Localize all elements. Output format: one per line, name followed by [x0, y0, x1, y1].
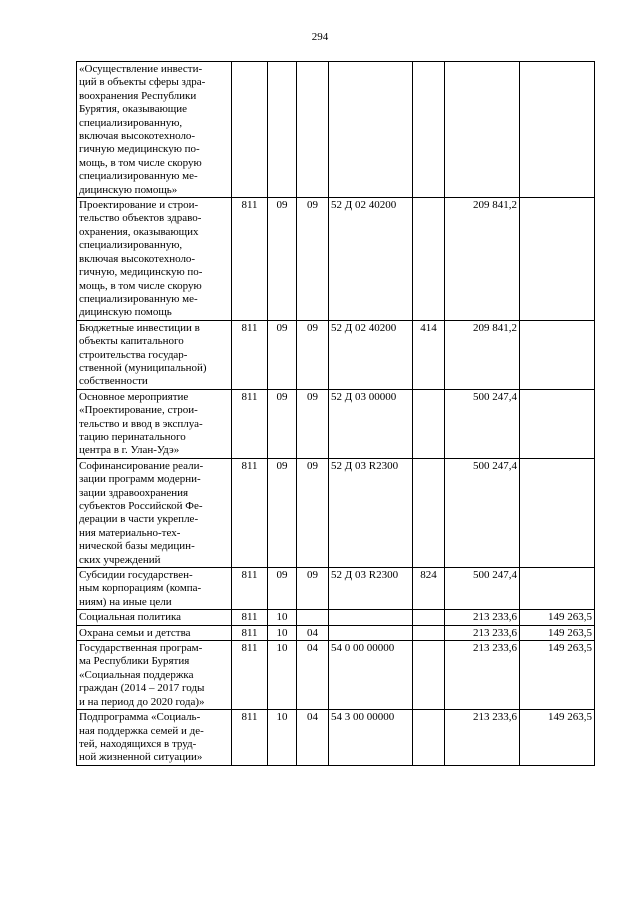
table-row [77, 610, 595, 625]
table-row [77, 389, 595, 458]
item-name-line: Софинансирование реали- [79, 459, 204, 472]
item-name-line: зации здравоохранения [79, 486, 189, 499]
section-code-cell: 10 [268, 610, 297, 625]
item-name-line: включая высокотехноло- [79, 130, 196, 143]
item-name-line: Социальная политика [79, 611, 182, 624]
budget-table [76, 61, 595, 766]
item-name-line: строительства государ- [79, 348, 188, 361]
item-name-line: тельство объектов здраво- [79, 212, 202, 225]
table-row [77, 641, 595, 710]
section-code-cell: 10 [268, 710, 297, 766]
amount-cell-2 [520, 568, 595, 610]
amount-cell-1: 500 247,4 [445, 568, 520, 610]
item-name-cell [77, 568, 232, 610]
table-row [77, 458, 595, 567]
item-name-line: ма Республики Бурятия [79, 655, 190, 668]
item-name-line: специализированную ме- [79, 292, 198, 305]
item-name-line: охранения, оказывающих [79, 225, 199, 238]
item-name-line: ния материально-тех- [79, 526, 181, 539]
table-row [77, 625, 595, 640]
amount-cell-1: 213 233,6 [445, 641, 520, 710]
item-name-line: гичную медицинскую по- [79, 143, 200, 156]
item-name-line: гичную, медицинскую по- [79, 266, 203, 279]
amount-cell-2 [520, 62, 595, 198]
target-article-cell [329, 610, 413, 625]
subsection-code-cell: 09 [297, 568, 329, 610]
item-name-cell [77, 641, 232, 710]
amount-cell-1: 500 247,4 [445, 389, 520, 458]
amount-cell-1: 209 841,2 [445, 320, 520, 389]
amount-cell-2: 149 263,5 [520, 710, 595, 766]
item-name-line: граждан (2014 – 2017 годы [79, 682, 205, 695]
target-article-cell [329, 62, 413, 198]
item-name-line: ственной (муниципальной) [79, 361, 207, 374]
subsection-code-cell: 09 [297, 198, 329, 321]
section-code-cell: 09 [268, 198, 297, 321]
item-name-line: ских учреждений [79, 553, 161, 566]
item-name-cell [77, 320, 232, 389]
department-code-cell: 811 [232, 320, 268, 389]
item-name-line: субъектов Российской Фе- [79, 500, 203, 512]
item-name-line: ным корпорациям (компа- [79, 582, 202, 595]
item-name-line: зации программ модерни- [79, 473, 201, 486]
item-name-line: Государственная програм- [79, 642, 203, 655]
expense-type-cell [413, 610, 445, 625]
item-name-line: ниям) на иные цели [79, 595, 172, 608]
amount-cell-1 [445, 62, 520, 198]
budget-table-body [77, 62, 595, 766]
expense-type-cell [413, 458, 445, 567]
target-article-cell: 54 0 00 00000 [329, 641, 413, 710]
item-name-line: Основное мероприятие [79, 390, 189, 403]
item-name-line: специализированную ме- [79, 170, 198, 183]
item-name-line: мощь, в том числе скорую [79, 279, 202, 292]
subsection-code-cell [297, 610, 329, 625]
item-name-line: включая высокотехноло- [79, 252, 196, 265]
subsection-code-cell: 04 [297, 625, 329, 640]
table-row [77, 568, 595, 610]
item-name-cell [77, 625, 232, 640]
section-code-cell: 09 [268, 458, 297, 567]
item-name-line: Охрана семьи и детства [79, 626, 191, 639]
target-article-cell: 52 Д 03 R2300 [329, 458, 413, 567]
item-name-line: ной жизненной ситуации» [79, 751, 203, 764]
target-article-cell: 54 3 00 00000 [329, 710, 413, 766]
expense-type-cell: 414 [413, 320, 445, 389]
section-code-cell: 10 [268, 641, 297, 710]
item-name-line: и на период до 2020 года)» [79, 695, 205, 708]
item-name-line: специализированную, [79, 116, 183, 129]
expense-type-cell [413, 198, 445, 321]
department-code-cell: 811 [232, 610, 268, 625]
department-code-cell: 811 [232, 641, 268, 710]
expense-type-cell: 824 [413, 568, 445, 610]
item-name-line: воохранения Республики [79, 89, 197, 102]
item-name-line: Бурятия, оказывающие [79, 103, 188, 116]
amount-cell-1: 213 233,6 [445, 710, 520, 766]
target-article-cell [329, 625, 413, 640]
amount-cell-1: 213 233,6 [445, 610, 520, 625]
item-name-cell [77, 198, 232, 321]
table-row [77, 62, 595, 198]
item-name-line: Субсидии государствен- [79, 569, 193, 582]
expense-type-cell [413, 625, 445, 640]
item-name-cell [77, 710, 232, 766]
subsection-code-cell [297, 62, 329, 198]
item-name-cell [77, 62, 232, 198]
subsection-code-cell: 04 [297, 710, 329, 766]
item-name-cell [77, 389, 232, 458]
target-article-cell: 52 Д 02 40200 [329, 320, 413, 389]
item-name-line: дицинскую помощь» [79, 183, 178, 196]
expense-type-cell [413, 641, 445, 710]
amount-cell-2: 149 263,5 [520, 625, 595, 640]
target-article-cell: 52 Д 02 40200 [329, 198, 413, 321]
item-name-line: центра в г. Улан-Удэ» [79, 444, 180, 457]
subsection-code-cell: 04 [297, 641, 329, 710]
table-row [77, 320, 595, 389]
section-code-cell: 09 [268, 568, 297, 610]
target-article-cell: 52 Д 03 R2300 [329, 568, 413, 610]
amount-cell-2 [520, 320, 595, 389]
item-name-line: «Осуществление инвести- [79, 63, 203, 75]
item-name-line: объекты капитального [79, 335, 184, 348]
page-number: 294 [311, 31, 329, 43]
amount-cell-2: 149 263,5 [520, 641, 595, 710]
item-name-line: собственности [79, 375, 148, 388]
expense-type-cell [413, 389, 445, 458]
item-name-line: мощь, в том числе скорую [79, 156, 202, 169]
item-name-line: нической базы медицин- [79, 540, 195, 553]
item-name-line: «Проектирование, строи- [79, 404, 198, 417]
subsection-code-cell: 09 [297, 389, 329, 458]
subsection-code-cell: 09 [297, 320, 329, 389]
amount-cell-1: 213 233,6 [445, 625, 520, 640]
department-code-cell: 811 [232, 389, 268, 458]
item-name-cell [77, 610, 232, 625]
amount-cell-2: 149 263,5 [520, 610, 595, 625]
item-name-line: специализированную, [79, 239, 183, 252]
section-code-cell: 09 [268, 320, 297, 389]
item-name-line: Проектирование и строи- [79, 199, 199, 212]
department-code-cell: 811 [232, 458, 268, 567]
item-name-line: тей, находящихся в труд- [79, 737, 197, 750]
section-code-cell: 09 [268, 389, 297, 458]
table-row [77, 710, 595, 766]
department-code-cell [232, 62, 268, 198]
item-name-line: дерации в части укрепле- [79, 513, 199, 526]
item-name-line: ная поддержка семей и де- [79, 724, 204, 737]
department-code-cell: 811 [232, 568, 268, 610]
department-code-cell: 811 [232, 198, 268, 321]
amount-cell-1: 209 841,2 [445, 198, 520, 321]
amount-cell-1: 500 247,4 [445, 458, 520, 567]
amount-cell-2 [520, 198, 595, 321]
item-name-cell [77, 458, 232, 567]
section-code-cell: 10 [268, 625, 297, 640]
expense-type-cell [413, 710, 445, 766]
department-code-cell: 811 [232, 625, 268, 640]
item-name-line: Бюджетные инвестиции в [79, 321, 200, 334]
item-name-line: ций в объекты сферы здра- [79, 76, 206, 89]
item-name-line: тельство и ввод в эксплуа- [79, 417, 203, 430]
item-name-line: дицинскую помощь [79, 306, 172, 319]
expense-type-cell [413, 62, 445, 198]
item-name-line: тацию перинатального [79, 430, 186, 443]
target-article-cell: 52 Д 03 00000 [329, 389, 413, 458]
department-code-cell: 811 [232, 710, 268, 766]
section-code-cell [268, 62, 297, 198]
amount-cell-2 [520, 389, 595, 458]
table-row [77, 198, 595, 321]
item-name-line: Подпрограмма «Социаль- [79, 711, 201, 724]
amount-cell-2 [520, 458, 595, 567]
item-name-line: «Социальная поддержка [79, 668, 194, 681]
subsection-code-cell: 09 [297, 458, 329, 567]
